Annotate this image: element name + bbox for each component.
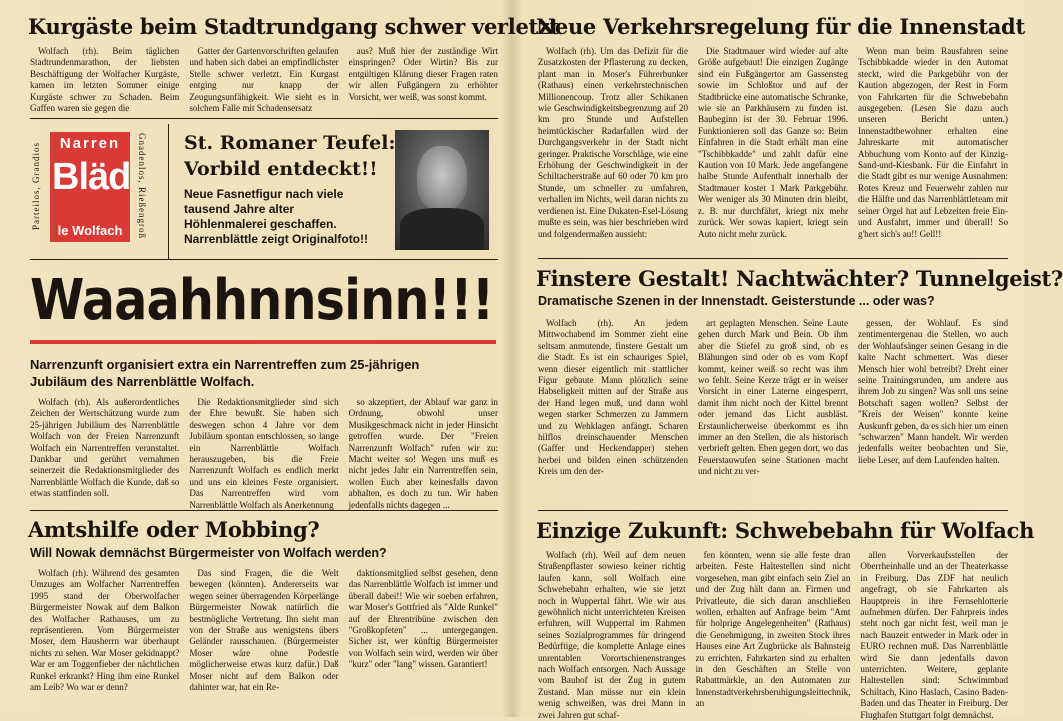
divider [538,510,1008,511]
right-page [514,0,1063,720]
verkehr-headline: Neue Verkehrsregelung für die Innenstadt [536,14,1025,39]
nacht-subhead: Dramatische Szenen in der Innenstadt. Geisterstunde ... oder was? [538,294,935,308]
narrenblaettle-logo [30,123,148,251]
divider [30,259,498,260]
kurgaeste-headline: Kurgäste beim Stadtrundgang schwer verletzt [28,14,559,39]
nacht-col-1: Wolfach (rh). An jedem Mittwochabend im Sommer zieht eine seltsam anmutende, finstere Gestalt um die Stadt. Es ist ein schauriges Spiel, wenn dieser eigentlich mit stattlicher Figur gebaute Mann plötzlich seine Habseligkeit mitten auf der Straße aus der Hand legen muß, und dann wohl wegen starker Schmerzen zu Jammern und zu Wehklagen anfängt. Scharen hilflos dreinschauender Menschen (Gaffer und Heckendapper) stehen herbei und bilden einen schützenden Kreis um den der- [538,318,688,477]
waahnsinn-col-3: so akzeptiert, der Ablauf war ganz in Ordnung, obwohl unser Musikgeschmack nicht in jeder Hinsicht getroffen wurde. Der "Freien Narrenzunft Wolfach" rufen wir zu: Macht weiter so! Wegen uns muß es nicht jedes Jahr ein Narrentreffen sein, wollen Euch aber keinesfalls davon abhalten, es doch zu tun. Wir haben jedenfalls nichts dagegen ... [348,397,498,510]
logo-narren: Narren [59,135,121,152]
kurgaeste-col-3: aus? Muß hier der zuständige Wirt einspringen? Oder Wirtin? Bis zur entgültigen Klärung dieser Fragen raten wir allen Fußgängern zu erhöhter Vorsicht, wer weiß, was sonst kommt. [348,46,498,102]
kurgaeste-col-2: Gatter der Gartenvorschriften gelaufen und haben sich dabei an empfindlichster Stelle schwer verletzt. Ein Kurgast entging nur knapp der Zeugungsunfähigkeit. Wie sieht es in solchem Falle mit Schadensersatz [189,46,339,114]
kurgaeste-article [30,46,498,114]
schwebebahn-headline: Einzige Zukunft: Schwebebahn für Wolfach [536,518,1035,543]
schwebebahn-col-3: allen Vorverkaufsstellen der Oberrheinhalle und an der Theaterkasse in Freiburg. Das ZDF hat neulich angefragt, ob sie Fahrkarten als Hauptpreis in ihre Fernsehlotterie aufnehmen dürfen. Der Fahrpreis indes steht noch gar nicht fest, weil man je nach Bauzeit entweder in Mark oder in EURO rechnen muß. Das Narrenblättle wird Sie dann jedenfalls davon unterrichten. Weitere, geplante Haltestellen sind: Schwimmbad Schiltach, Kino Haslach, Casino Baden-Baden und das Theater in Freiburg. Der Flughafen Stuttgart folgt demnächst. [860,550,1009,720]
logo-wolfach: le Wolfach [57,223,123,238]
amtshilfe-col-3: daktionsmitglied selbst gesehen, denn das Narrenblättle Wolfach ist immer und überall dabei!! Wie wir soeben erfahren, war Moser's Gottfried als "Alde Runkel" auf der Ehrentribüne zwischen den "Großkopfeten" ... untergegangen. Sicher ist, wer künftig Bürgermeister von Wolfach sein wird, werden wir über "kurz" oder "lang" wissen. Garantiert! [348,568,498,670]
waahnsinn-col-1: Wolfach (rh). Als außerordentliches Zeichen der Wertschätzung wurde zum 25-jährigen Jubiläum des Narrenblättle Wolfach von der Freien Narrenzunft Wolfach ein Narrentreffen veranstaltet. Dankbar und gerührt vernahmen seinerzeit die Redaktionsmitglieder des Narrenblättle Wolfach die Kunde, daß so etwas stattfinden soll. [30,397,180,499]
verkehr-col-2: Die Stadtmauer wird wieder auf alte Größe aufgebaut! Die einzigen Zugänge sind ein Fußgängertor am Gassensteg sowie im Schloßtor und auf der Stadtbrücke eine automatische Schranke, wie sie an Parkhäusern zu finden ist. Baubeginn ist der 30. Februar 1996. Funktionieren soll das Ganze so: Beim Einfahren in die Stadt erhält man eine "Tschibbkadde" und zahlt dafür eine Kaution von 10 Mark. Jede angefangene halbe Stunde Aufenthalt innerhalb der Stadtmauer kostet 1 Mark Parkgebühr. Wer weniger als 30 Minuten drin bleibt, z. B. nur durchfährt, kriegt nix mehr zurück. Wer sowas kapiert, kriegt sein Auto nicht mehr zurück. [698,46,848,239]
divider [168,124,169,259]
teufel-photo [395,130,489,250]
verkehr-article [538,46,1008,250]
amtshilfe-article [30,568,498,708]
schwebebahn-article [538,550,1009,720]
teufel-headline: St. Romaner Teufel: Vorbild entdeckt!! [184,132,396,180]
logo-motto-right: Gnadenlos, Rießengroß [137,133,147,239]
nacht-headline: Finstere Gestalt! Nachtwächter? Tunnelgeist? [536,266,1063,291]
nacht-col-3: gessen, der Wohlauf. Es sind zentimentergenau die Stellen, wo auch der Wohlaufsänger seinen Gesang in die kalte Nacht schmettert. Was dieser Mensch hier wohl betreibt? Dreht einer seine Trainingsrunden, um andere aus ihrem Job zu singen? Was soll uns seine Botschaft sagen wollen? Selbst der "Kreis der Weisen" konnte keine Auskunft geben, da es sich hier um einen "schwarzen" Mann handelt. Wir werden jedenfalls weiter beobachten und Sie, liebe Leser, auf dem Laufenden halten. [858,318,1009,465]
logo-blaed: Bläd [52,156,131,198]
verkehr-col-1: Wolfach (rh). Um das Defizit für die Zusatzkosten der Pflasterung zu decken, plant man in Moser's Führerbunker (Rathaus) einen verkehrstechnischen Millionencoup. Trotz aller Schikanen wie Geschwindigkeitsbegrenzung auf 20 km pro Stunde und Aufstellen heimtückischer Radarfallen wird der Durchgangsverkehr in der Stadt nicht geringer. Praktische Vorschläge, wie eine Erhöhung der Geschwindigkeit in der Schiltacherstraße auf 60 oder 70 km pro Stunde, um schneller zu umfahren, verhallen im Nichts, weil daran nichts zu verdienen ist. Eine Dukaten-Esel-Lösung mußte es sein, was hier beschrieben wird und folgendermaßen aussieht: [538,46,689,239]
waahnsinn-article [30,397,498,510]
teufel-teaser: Neue Fasnetfigur nach viele tausend Jahre alter Höhlenmalerei geschaffen. Narrenblättle zeigt Originalfoto!! [184,187,369,246]
logo-motto-left: Parteilos, Grandios [31,142,41,230]
divider [30,510,498,511]
verkehr-col-3: Wenn man beim Rausfahren seine Tschibbkadde wieder in den Automat steckt, wird die Parkgebühr von der Kaution abgezogen, der Rest in Form von Fahrkarten für die Schwebebahn ausgegeben. (Lesen Sie dazu auch unseren Bericht unten.) Innenstadtbewohner erhalten eine Jahreskarte mit automatischer Abbuchung vom Konto auf der Kinzig-Sand-und-Kiesbank. Für die Einfahrt in die Stadt gibt es nur wenige Ausnahmen: Rotes Kreuz und Feuerwehr zahlen nur die Hälfte und das Narrenblättleteam mit seiner Orgel hat auf Lebzeiten freie Ein- und Ausfahrt, immer und überall! So g'hert sich's au!! Gell!! [858,46,1008,239]
divider [30,118,498,119]
waahnsinn-subhead: Narrenzunft organisiert extra ein Narrentreffen zum 25-jährigen Jubiläum des Narrenblättle Wolfach. [30,357,420,389]
schwebebahn-col-2: fen könnten, wenn sie alle feste dran arbeiten. Feste Haltestellen sind nicht vorgesehen, man gibt einfach sein Ziel an und der Zug hält dann an. Firmen und Privatleute, die sich daran anschließen wollen, erhalten auf Anfrage beim "Amt für holprige Angelegenheiten" (Rathaus) die Genehmigung, in zweiten Stock ihres Hauses eine Art Zugbrücke als Bahnsteig zu errichten. Fahrkarten sind zu erhalten in den Geschäften an Stelle von Rabattmärkle, an den Automaten zur Innenstadtverkehrsberuhigungsleittechnik, an [695,550,851,709]
red-bar [30,340,496,344]
kurgaeste-col-1: Wolfach (rh). Beim täglichen Stadtrundenmarathon, der liebsten Beschäftigung der Wolfacher Kurgäste, kamen im letzten Sommer einige Kurgäste schwer zu Schaden. Beim Gaffen waren sie gegen die [30,46,180,114]
amtshilfe-headline: Amtshilfe oder Mobbing? [28,517,320,542]
amtshilfe-subhead: Will Nowak demnächst Bürgermeister von Wolfach werden? [30,546,387,560]
waahnsinn-col-2: Die Redaktionsmitglieder sind sich der Ehre bewußt. Sie haben sich deswegen schon 4 Jahre vor dem Jubiläum spontan entschlossen, so lange ein Narrenblättle Wolfach herauszugeben, bis die Freie Narrenzunft Wolfach es endlich merkt und uns ein kleines Feste organisiert. Das Narrentreffen wird vom Narrenblättle Wolfach als Anerkennung [189,397,339,510]
nacht-col-2: art geplagten Menschen. Seine Laute gehen durch Mark und Bein. Ob ihm aber die Stiefel zu groß sind, ob es Blähungen sind oder ob es vom Kopf kommt, keiner weiß so recht was ihm wo fehlt. Seine Kerze trägt er in weiser Vorsicht in einer Laterne eingesperrt, damit ihm nicht noch der Kittel brennt oder jemand das Licht ausbläst. Erstaunlicherweise überkommt es ihn immer an den Stellen, die als historisch verbrieft gelten. Eben gegen dort, wo das Feuerstauwufen seine Stationen macht und nicht zu ver- [698,318,848,477]
amtshilfe-col-1: Wolfach (rh). Während des gesamten Umzuges am Wolfacher Narrentreffen 1995 stand der Oberwolfacher Bürgermeister Nowak auf dem Balkon des Wolfacher Rathauses, um zu repräsentieren. Vom Bürgermeister Moser, dem Hausherrn war überhaupt nichts zu sehen. War Moser gekidnappt? War er am Toggenfieber der nächtlichen Runkel erkrankt? Hing ihm eine Runkel am Leib? Wo war er denn? [30,568,180,693]
amtshilfe-col-2: Das sind Fragen, die die Welt bewegen (könnten). Andererseits war wegen seiner überragenden Körperlänge Bürgermeister Nowak natürlich die bestmögliche Vertretung. Ihn sieht man von der Straße aus wenigstens übers Geländer rausschauen. (Bürgermeister Moser wäre ohne Podestle möglicherweise etwas kurz dafür.) Daß Moser nicht auf dem Balkon oder dahinter war, hat ein Re- [189,568,339,693]
schwebebahn-col-1: Wolfach (rh). Weil auf dem neuen Straßenpflaster sowieso keiner richtig laufen kann, soll Wolfach eine Schwebebahn erhalten, wie sie jetzt noch in Wuppertal fährt. Wie wir aus gewöhnlich nicht unterrichteten Kreisen erfuhren, will Wuppertal im Rahmen seines Sozialprogrammes für dringend Bedürftige, die komplette Anlage eines unrentablen Vorortschienenstranges nach Wolfach entsorgen. Nach Aussage vom Bauhof ist der Zug in gutem Zustand. Man müsse nur ein klein wenig schweißen, was drei Mann in zwei Jahren gut schaf- [538,550,686,720]
nacht-article [538,318,1008,504]
waahnsinn-headline: Waaahhnnsinn!!! [30,268,494,333]
divider [538,258,1008,259]
